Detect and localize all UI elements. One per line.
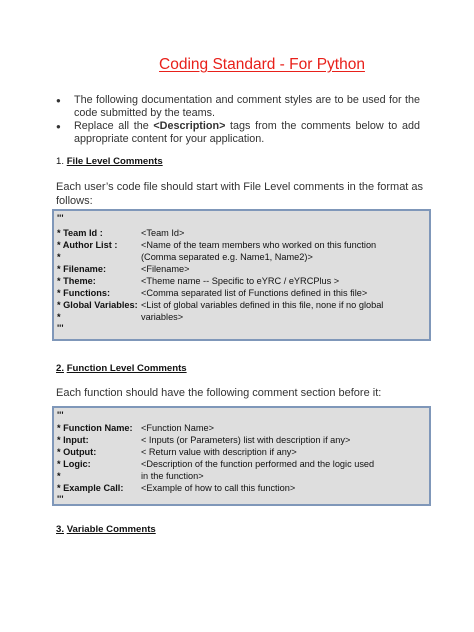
function-intro-paragraph: Each function should have the following comment section before it: [56, 387, 382, 399]
code-line: * Filename: <Filename> [57, 264, 190, 274]
function-comment-block [52, 406, 431, 506]
code-line: ''' [57, 494, 64, 504]
instruction-bullets [54, 94, 420, 146]
code-line: * Team Id : <Team Id> [57, 228, 185, 238]
section-heading-variable: 3. Variable Comments [56, 524, 156, 535]
code-line: ''' [57, 213, 64, 223]
code-line: * in the function> [57, 471, 204, 481]
code-line: * Global Variables: <List of global variables defined in this file, none if no global [57, 300, 384, 310]
code-line: * Output: < Return value with description if any> [57, 447, 297, 457]
code-line: * Author List : <Name of the team members who worked on this function [57, 240, 377, 250]
code-line: * Logic: <Description of the function performed and the logic used [57, 459, 375, 469]
code-line: ''' [57, 323, 64, 333]
section-heading-file-level: 1. File Level Comments [56, 156, 163, 167]
description-tag-text: <Description> [153, 120, 226, 132]
section-heading-function-level: 2. Function Level Comments [56, 363, 187, 374]
bullet-item: ● Replace all the <Description> tags from the comments below to add appropriate content for your application. [54, 120, 420, 146]
code-line: * Functions: <Comma separated list of Functions defined in this file> [57, 288, 368, 298]
bullet-item: ● The following documentation and comment styles are to be used for the code submitted by the teams. [54, 94, 420, 120]
document-title: Coding Standard - For Python [159, 56, 365, 73]
code-line: * (Comma separated e.g. Name1, Name2)> [57, 252, 313, 262]
file-comment-block [52, 209, 431, 341]
code-line: * Example Call: <Example of how to call this function> [57, 483, 296, 493]
code-line: * Theme: <Theme name -- Specific to eYRC / eYRCPlus > [57, 276, 340, 286]
code-line: * variables> [57, 312, 184, 322]
code-line: * Input: < Inputs (or Parameters) list with description if any> [57, 435, 351, 445]
code-line: * Function Name: <Function Name> [57, 423, 215, 433]
file-intro-paragraph: Each user’s code file should start with File Level comments in the format as follows: [56, 181, 424, 207]
code-line: ''' [57, 410, 64, 420]
